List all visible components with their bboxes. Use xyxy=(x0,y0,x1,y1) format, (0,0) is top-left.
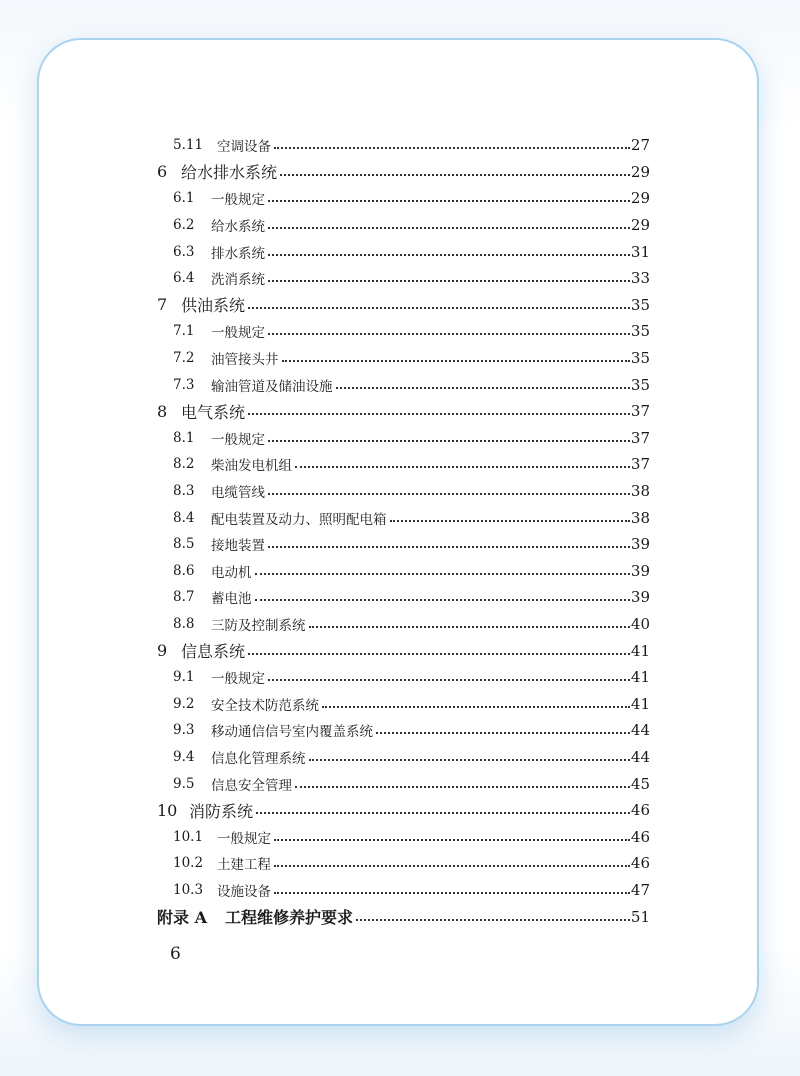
toc-entry-page: 35 xyxy=(630,375,650,394)
dot-leader xyxy=(268,200,630,202)
dot-leader xyxy=(268,254,630,256)
toc-entry-page: 29 xyxy=(630,189,650,208)
toc-entry[interactable] xyxy=(157,292,650,319)
toc-entry-page: 29 xyxy=(630,216,650,235)
toc-entry-number: 6.2 xyxy=(173,217,195,234)
toc-entry-number: 6.3 xyxy=(173,243,195,260)
dot-leader xyxy=(309,626,630,628)
toc-entry-page: 33 xyxy=(630,269,650,288)
toc-entry-number: 8.6 xyxy=(173,562,195,579)
dot-leader xyxy=(268,440,630,442)
toc-entry[interactable] xyxy=(157,584,650,611)
toc-entry-title: 信息安全管理 xyxy=(211,777,292,794)
toc-entry[interactable] xyxy=(157,850,650,877)
toc-entry-number: 8 xyxy=(157,401,168,421)
toc-entry-title: 排水系统 xyxy=(211,245,265,262)
toc-entry-page: 37 xyxy=(630,455,650,474)
toc-entry[interactable] xyxy=(157,744,650,771)
toc-entry-title: 洗消系统 xyxy=(211,272,265,289)
toc-entry-page: 46 xyxy=(630,854,650,873)
toc-entry-page: 37 xyxy=(630,402,650,421)
toc-entry-page: 39 xyxy=(630,561,650,580)
toc-entry-title: 电动机 xyxy=(211,564,252,581)
toc-entry-title: 接地装置 xyxy=(211,538,265,555)
dot-leader xyxy=(255,573,630,575)
dot-leader xyxy=(268,227,630,229)
dot-leader xyxy=(336,387,630,389)
toc-entry[interactable] xyxy=(157,478,650,505)
toc-entry[interactable] xyxy=(157,531,650,558)
toc-entry-number: 10.2 xyxy=(173,855,204,872)
toc-entry-title: 空调设备 xyxy=(217,139,271,156)
table-of-contents xyxy=(157,132,650,930)
toc-entry-number: 8.2 xyxy=(173,456,195,473)
dot-leader xyxy=(268,679,630,681)
toc-entry-page: 46 xyxy=(630,801,650,820)
toc-entry[interactable] xyxy=(157,451,650,478)
dot-leader xyxy=(356,919,630,921)
toc-entry-title: 输油管道及储油设施 xyxy=(211,378,333,395)
toc-entry[interactable] xyxy=(157,265,650,292)
toc-entry-page: 41 xyxy=(630,668,650,687)
toc-entry-page: 41 xyxy=(630,694,650,713)
toc-entry-page: 44 xyxy=(630,747,650,766)
dot-leader xyxy=(268,493,630,495)
toc-entry-page: 35 xyxy=(630,295,650,314)
toc-entry[interactable] xyxy=(157,717,650,744)
toc-entry[interactable] xyxy=(157,823,650,850)
dot-leader xyxy=(274,865,630,867)
toc-entry-title: 移动通信信号室内覆盖系统 xyxy=(211,724,373,741)
toc-entry[interactable] xyxy=(157,212,650,239)
toc-entry-page: 45 xyxy=(630,774,650,793)
toc-entry-title: 给水系统 xyxy=(211,219,265,236)
toc-entry-number: 9 xyxy=(157,641,168,661)
dot-leader xyxy=(322,706,630,708)
toc-entry-title: 信息化管理系统 xyxy=(211,750,306,767)
toc-entry[interactable] xyxy=(157,664,650,691)
toc-entry-page: 41 xyxy=(630,641,650,660)
toc-entry-number: 8.4 xyxy=(173,509,195,526)
dot-leader xyxy=(248,307,630,309)
dot-leader xyxy=(309,759,630,761)
dot-leader xyxy=(274,892,630,894)
toc-entry[interactable] xyxy=(157,690,650,717)
toc-entry-page: 47 xyxy=(630,880,650,899)
toc-entry-page: 37 xyxy=(630,428,650,447)
toc-entry-number: 7.2 xyxy=(173,350,195,367)
toc-entry-number: 8.5 xyxy=(173,536,195,553)
toc-entry-number: 9.2 xyxy=(173,695,195,712)
toc-entry-number: 5.11 xyxy=(173,137,204,154)
toc-entry-number: 8.7 xyxy=(173,589,195,606)
toc-entry-page: 35 xyxy=(630,349,650,368)
page-number: 6 xyxy=(170,944,181,964)
toc-entry-page: 38 xyxy=(630,482,650,501)
toc-entry-title: 信息系统 xyxy=(181,642,246,662)
toc-entry-number: 6.1 xyxy=(173,190,195,207)
dot-leader xyxy=(248,653,630,655)
toc-entry-number: 附录 A xyxy=(157,908,207,928)
toc-entry-number: 9.4 xyxy=(173,748,195,765)
toc-entry-number: 8.8 xyxy=(173,615,195,632)
toc-entry-number: 9.3 xyxy=(173,722,195,739)
toc-entry-page: 27 xyxy=(630,136,650,155)
toc-entry-page: 46 xyxy=(630,827,650,846)
toc-entry-number: 7.1 xyxy=(173,323,195,340)
toc-entry[interactable] xyxy=(157,371,650,398)
toc-entry-page: 31 xyxy=(630,242,650,261)
dot-leader xyxy=(255,599,630,601)
toc-entry[interactable] xyxy=(157,903,650,930)
toc-entry[interactable] xyxy=(157,637,650,664)
toc-entry-title: 一般规定 xyxy=(211,671,265,688)
toc-entry-title: 工程维修养护要求 xyxy=(225,908,354,928)
toc-entry[interactable] xyxy=(157,398,650,425)
toc-entry-title: 给水排水系统 xyxy=(181,163,278,183)
toc-entry[interactable] xyxy=(157,611,650,638)
toc-entry-title: 安全技术防范系统 xyxy=(211,697,319,714)
dot-leader xyxy=(274,147,630,149)
toc-entry[interactable] xyxy=(157,345,650,372)
toc-entry-title: 供油系统 xyxy=(181,296,246,316)
toc-entry-number: 9.5 xyxy=(173,775,195,792)
toc-entry-title: 土建工程 xyxy=(217,857,271,874)
toc-entry-number: 8.3 xyxy=(173,483,195,500)
toc-entry-page: 39 xyxy=(630,588,650,607)
toc-entry[interactable] xyxy=(157,558,650,585)
toc-entry[interactable] xyxy=(157,797,650,824)
toc-entry-number: 8.1 xyxy=(173,429,195,446)
toc-entry-number: 6 xyxy=(157,162,168,182)
toc-entry-title: 蓄电池 xyxy=(211,591,252,608)
dot-leader xyxy=(256,812,630,814)
toc-entry-title: 一般规定 xyxy=(211,192,265,209)
dot-leader xyxy=(248,413,630,415)
dot-leader xyxy=(280,174,630,176)
dot-leader xyxy=(274,839,630,841)
toc-entry[interactable] xyxy=(157,877,650,904)
toc-entry[interactable] xyxy=(157,238,650,265)
toc-entry-page: 35 xyxy=(630,322,650,341)
dot-leader xyxy=(268,280,630,282)
toc-entry-page: 29 xyxy=(630,162,650,181)
toc-entry-number: 9.1 xyxy=(173,669,195,686)
toc-entry-number: 7.3 xyxy=(173,376,195,393)
toc-entry-number: 10 xyxy=(157,800,178,820)
toc-entry[interactable] xyxy=(157,770,650,797)
toc-entry[interactable] xyxy=(157,159,650,186)
toc-entry-title: 一般规定 xyxy=(217,830,271,847)
toc-entry-number: 7 xyxy=(157,295,168,315)
dot-leader xyxy=(282,360,630,362)
toc-entry-title: 油管接头井 xyxy=(211,352,279,369)
toc-entry[interactable] xyxy=(157,504,650,531)
dot-leader xyxy=(376,732,630,734)
toc-entry-title: 消防系统 xyxy=(189,801,254,821)
dot-leader xyxy=(268,546,630,548)
toc-entry-title: 配电装置及动力、照明配电箱 xyxy=(211,511,387,528)
dot-leader xyxy=(295,786,630,788)
toc-entry-title: 柴油发电机组 xyxy=(211,458,292,475)
toc-entry-number: 6.4 xyxy=(173,270,195,287)
dot-leader xyxy=(295,466,630,468)
toc-entry-page: 38 xyxy=(630,508,650,527)
toc-entry-title: 电气系统 xyxy=(181,402,246,422)
toc-entry-title: 一般规定 xyxy=(211,325,265,342)
toc-entry-number: 10.3 xyxy=(173,881,204,898)
toc-entry[interactable] xyxy=(157,132,650,159)
toc-entry-title: 设施设备 xyxy=(217,883,271,900)
dot-leader xyxy=(268,333,630,335)
toc-entry[interactable] xyxy=(157,318,650,345)
toc-entry-number: 10.1 xyxy=(173,828,204,845)
toc-entry-page: 40 xyxy=(630,614,650,633)
dot-leader xyxy=(390,520,630,522)
toc-entry-page: 44 xyxy=(630,721,650,740)
toc-entry-page: 51 xyxy=(630,907,650,926)
toc-entry-title: 三防及控制系统 xyxy=(211,617,306,634)
toc-entry[interactable] xyxy=(157,425,650,452)
toc-entry-title: 一般规定 xyxy=(211,431,265,448)
toc-entry-title: 电缆管线 xyxy=(211,485,265,502)
toc-entry[interactable] xyxy=(157,185,650,212)
toc-entry-page: 39 xyxy=(630,535,650,554)
